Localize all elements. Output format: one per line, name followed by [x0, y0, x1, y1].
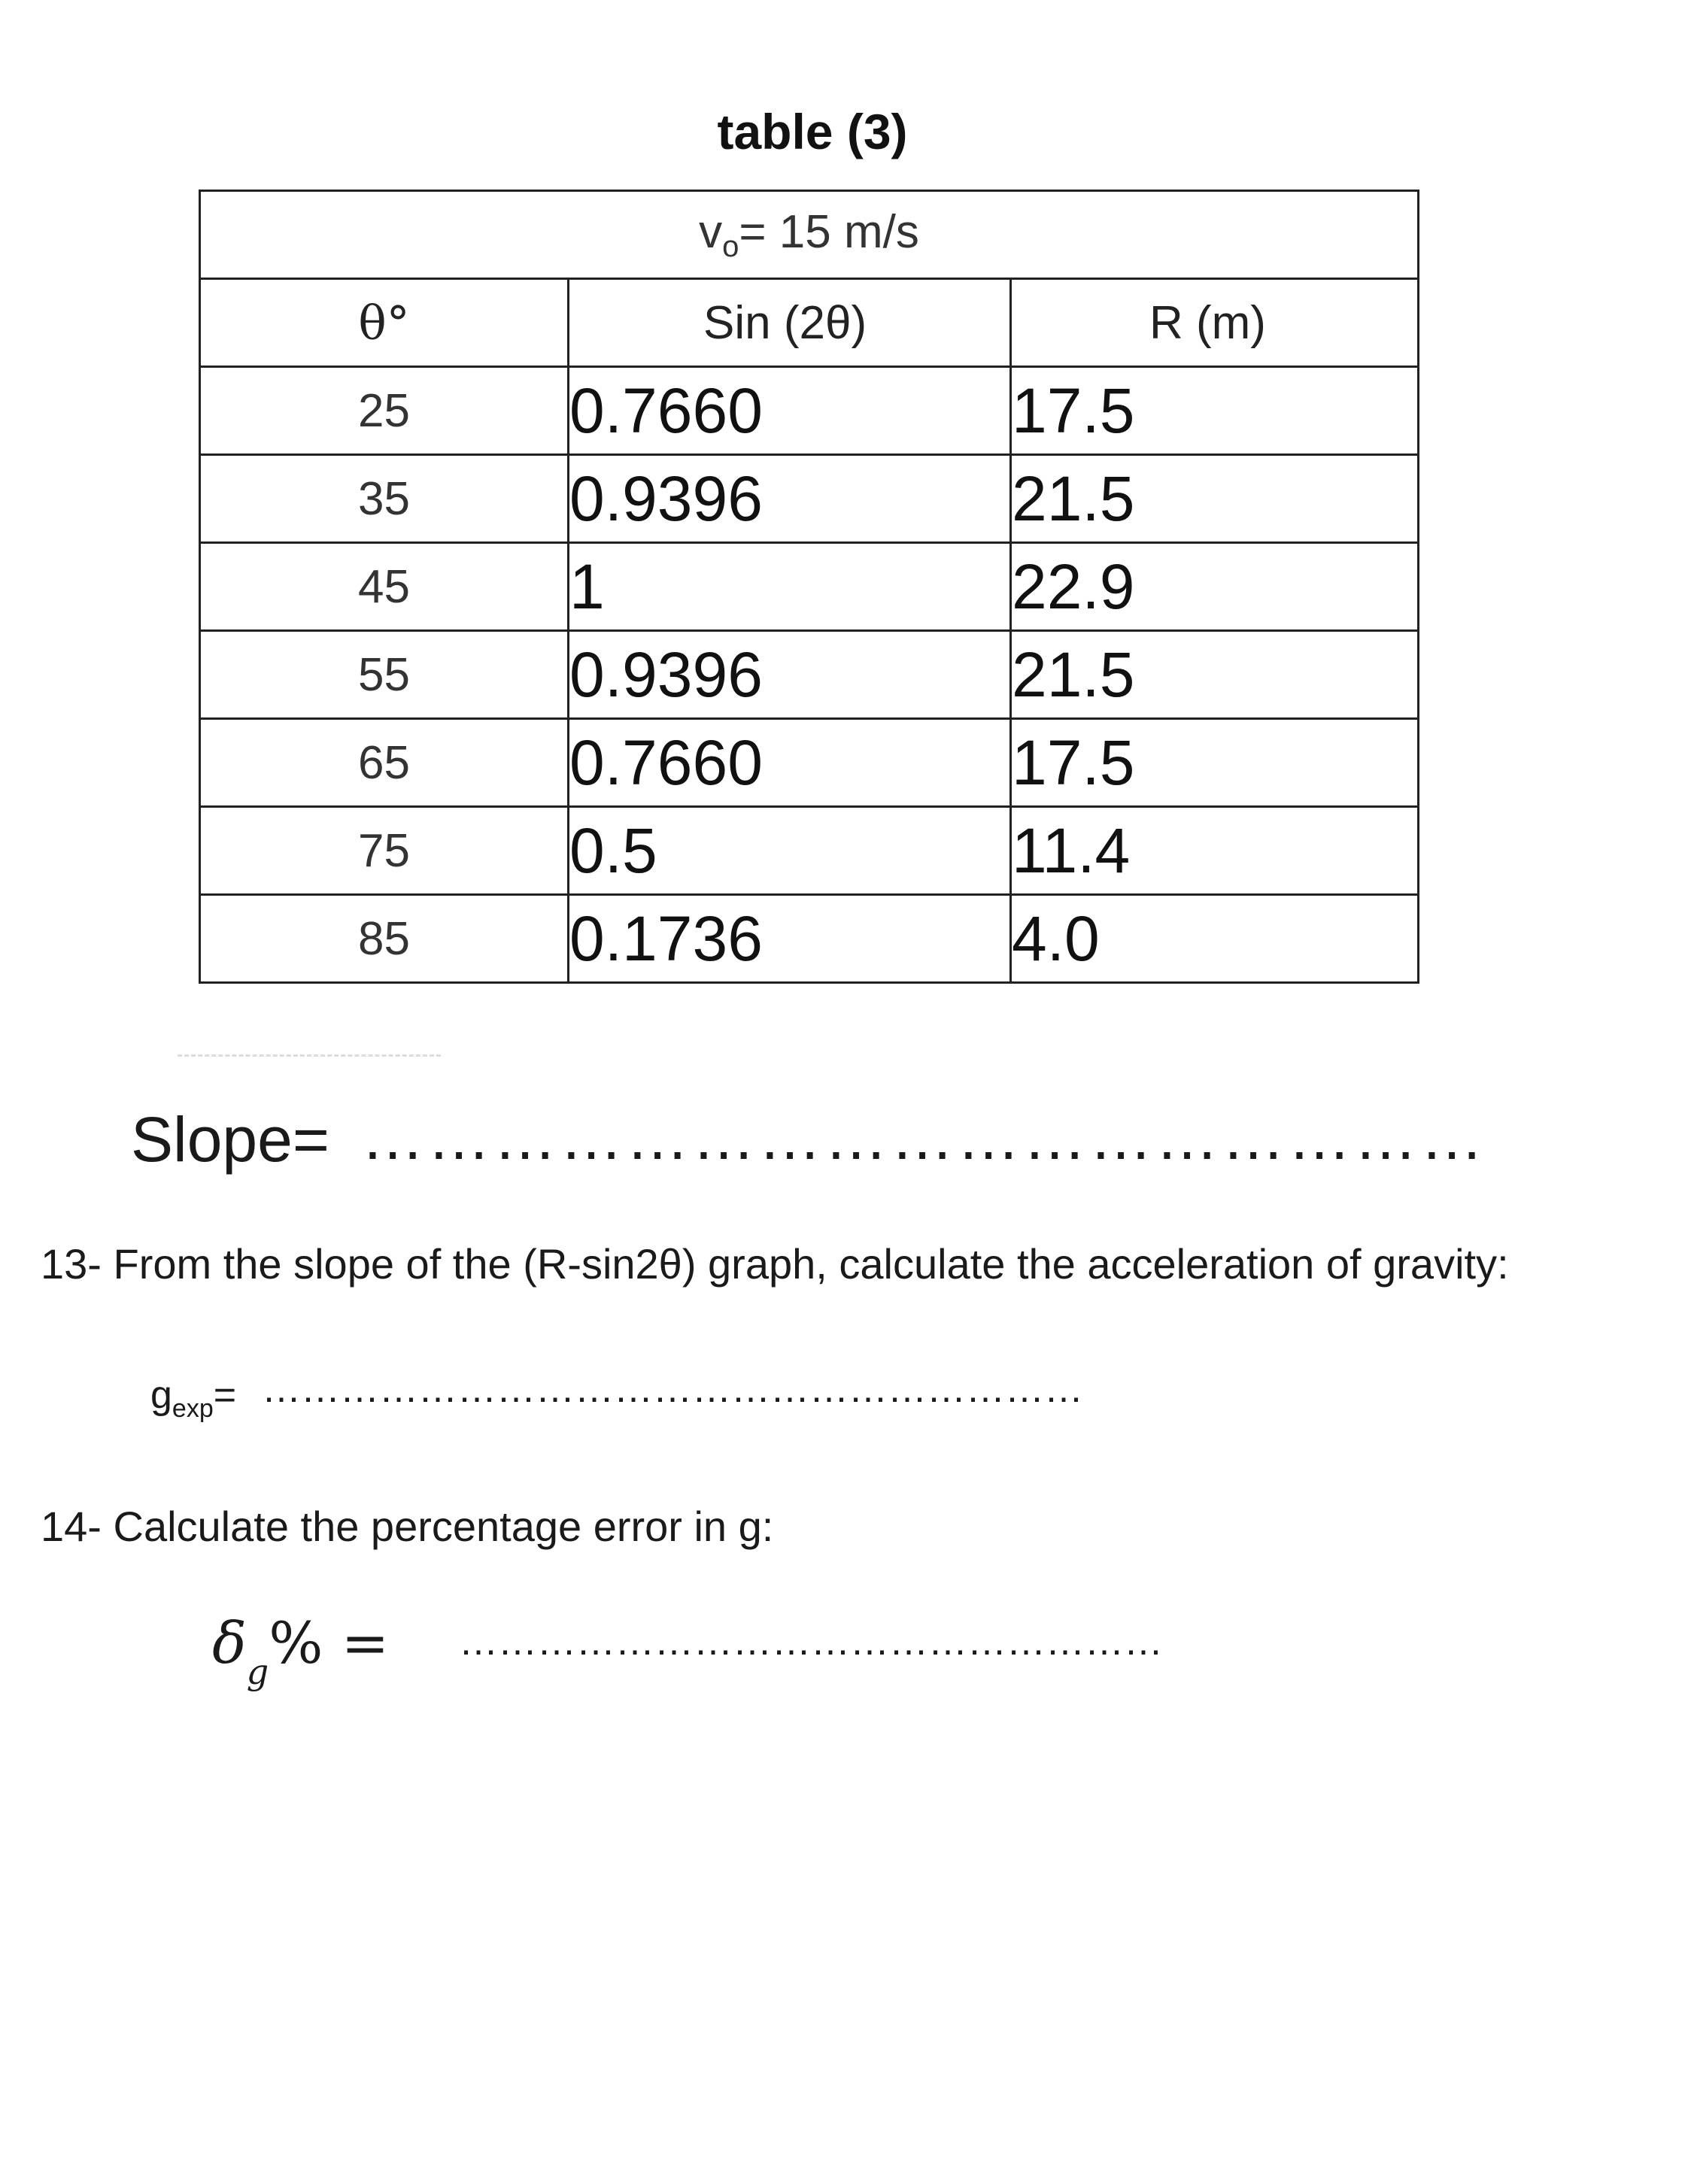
- range-cell: 4.0: [1011, 895, 1419, 983]
- percent-equals: % =: [269, 1609, 390, 1676]
- theta-cell: 75: [200, 807, 569, 895]
- table-row: [200, 807, 1419, 895]
- sin-cell: 1: [569, 543, 1011, 631]
- percentage-error-label: [212, 1609, 389, 1706]
- velocity-value: = 15 m/s: [739, 206, 919, 258]
- velocity-subscript: o: [722, 230, 739, 263]
- theta-cell: 45: [200, 543, 569, 631]
- theta-cell: 85: [200, 895, 569, 983]
- delta-subscript: g: [246, 1652, 269, 1692]
- sin-cell: 0.1736: [569, 895, 1011, 983]
- table-row: [200, 543, 1419, 631]
- faint-dashed-divider: [178, 1054, 441, 1057]
- gexp-subscript: exp: [172, 1394, 214, 1423]
- range-cell: 11.4: [1011, 807, 1419, 895]
- table-row: [200, 367, 1419, 455]
- question-13: 13- From the slope of the (R-sin2θ) graph, calculate the acceleration of gravity:: [41, 1240, 1509, 1288]
- theta-column-header: θ°: [200, 279, 569, 367]
- initial-velocity-header: [200, 191, 1419, 279]
- sin-cell: 0.9396: [569, 455, 1011, 543]
- table-title: table (3): [717, 104, 908, 159]
- velocity-symbol: v: [699, 206, 723, 258]
- slope-label: Slope=: [131, 1104, 329, 1175]
- sin-cell: 0.7660: [569, 367, 1011, 455]
- range-column-header: R (m): [1011, 279, 1419, 367]
- data-table: [199, 190, 1419, 984]
- question-14: 14- Calculate the percentage error in g:: [41, 1503, 774, 1550]
- theta-cell: 65: [200, 719, 569, 807]
- gexp-answer-blank: ………………………………………………………: [262, 1367, 1083, 1411]
- merged-header-row: [200, 191, 1419, 279]
- sin-column-header: Sin (2θ): [569, 279, 1011, 367]
- gexp-label: [150, 1369, 236, 1435]
- range-cell: 21.5: [1011, 631, 1419, 719]
- slope-answer-blank: ……………………………………………: [361, 1102, 1486, 1172]
- range-cell: 21.5: [1011, 455, 1419, 543]
- table-row: [200, 455, 1419, 543]
- table-row: [200, 631, 1419, 719]
- sin-cell: 0.5: [569, 807, 1011, 895]
- theta-cell: 55: [200, 631, 569, 719]
- range-cell: 17.5: [1011, 719, 1419, 807]
- range-cell: 22.9: [1011, 543, 1419, 631]
- table-row: [200, 895, 1419, 983]
- table-row: [200, 719, 1419, 807]
- column-header-row: [200, 279, 1419, 367]
- delta-symbol: δ: [212, 1609, 247, 1676]
- sin-cell: 0.9396: [569, 631, 1011, 719]
- gexp-base: g: [150, 1373, 172, 1417]
- theta-cell: 25: [200, 367, 569, 455]
- percentage-error-answer-blank: ………………………………………………: [459, 1620, 1163, 1664]
- sin-cell: 0.7660: [569, 719, 1011, 807]
- range-cell: 17.5: [1011, 367, 1419, 455]
- gexp-equals: =: [213, 1373, 237, 1417]
- theta-cell: 35: [200, 455, 569, 543]
